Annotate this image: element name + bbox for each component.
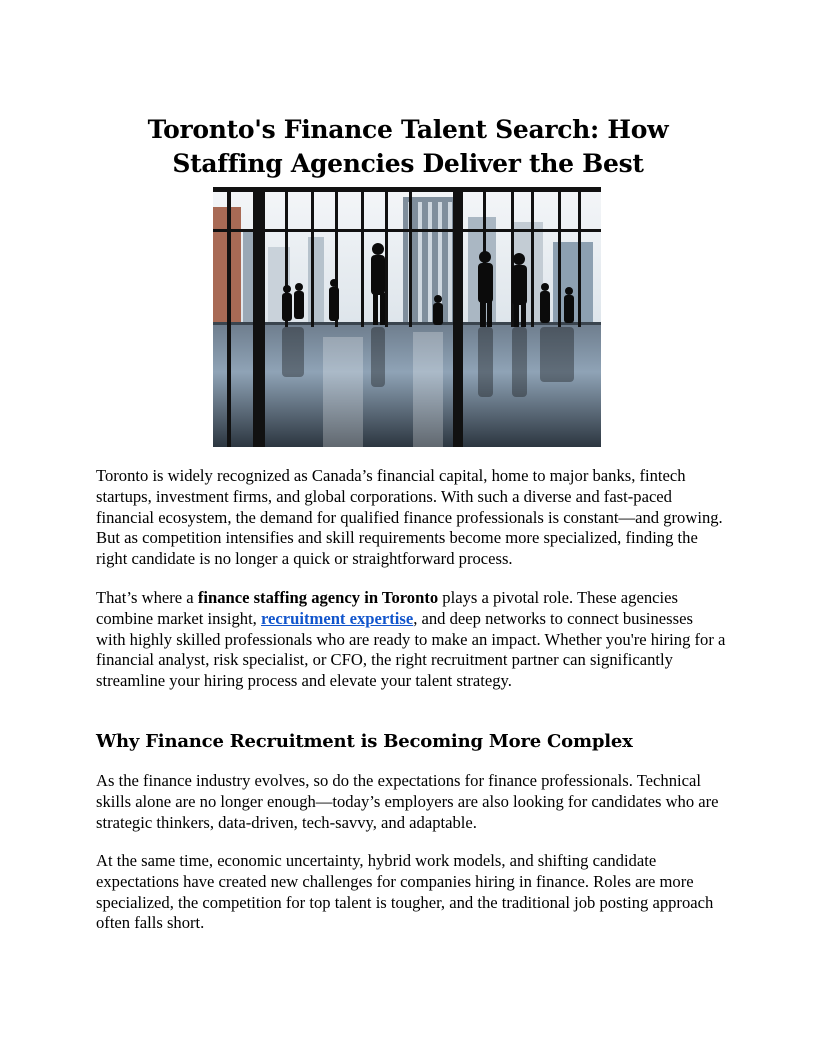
article-title: Toronto's Finance Talent Search: How Staffing Agencies Deliver the Best bbox=[147, 115, 669, 178]
paragraph-agency-role bbox=[96, 588, 726, 692]
bold-phrase: finance staffing agency in Toronto bbox=[197, 588, 439, 607]
recruitment-expertise-link[interactable]: recruitment expertise bbox=[260, 608, 414, 628]
paragraph-intro: Toronto is widely recognized as Canada’s financial capital, home to major banks, fintech startups, investment firms, and global corporations. With such a diverse and fast-paced financial ecosystem, the demand for qualified finance professionals is constant—and growing. But as competition intensifies and skill requirements become more specialized, finding the right candidate is no longer a quick or straightforward process. bbox=[96, 466, 723, 569]
paragraph-expectations: As the finance industry evolves, so do the expectations for finance professionals. Technical skills alone are no longer enough—today’s employers are also looking for candidates who are strategic thinkers, data-driven, tech-savvy, and adaptable. bbox=[96, 771, 719, 832]
paragraph-text: That’s where a bbox=[96, 588, 198, 607]
section-heading: Why Finance Recruitment is Becoming More Complex bbox=[96, 731, 633, 752]
office-silhouettes-image bbox=[213, 187, 601, 447]
paragraph-text: , and deep networks to connect businesses with highly skilled professionals who are ready to make an impact. Whether you're hiring for a financial analyst, risk specialist, or CFO, the right recruitment partner can significantly streamline your hiring process and elevate your talent strategy. bbox=[96, 608, 726, 691]
paragraph-text: plays a pivotal role. These agencies combine market insight, bbox=[96, 588, 678, 628]
paragraph-challenges: At the same time, economic uncertainty, hybrid work models, and shifting candidate expectations have created new challenges for companies hiring in finance. Roles are more specialized, the competition for top talent is tougher, and the traditional job posting approach often falls short. bbox=[96, 851, 714, 933]
